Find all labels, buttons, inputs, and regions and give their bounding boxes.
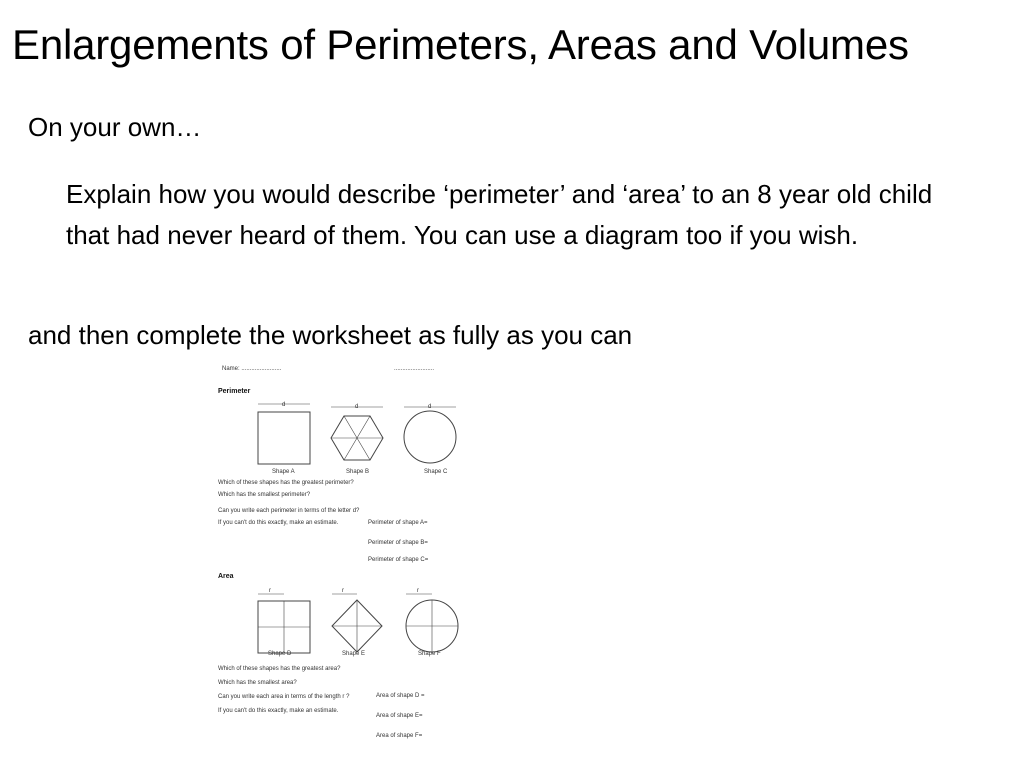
ws-a-q3: Can you write each area in terms of the length r ? <box>218 694 350 700</box>
ws-shape-b-label: Shape B <box>346 469 370 475</box>
ws-perimeter-heading: Perimeter <box>218 388 251 395</box>
ws-name-label: Name: ........................ <box>222 366 282 372</box>
ws-p-q1: Which of these shapes has the greatest perimeter? <box>218 480 354 486</box>
ws-dim-label-e: r <box>342 588 344 594</box>
ws-dim-label-d: r <box>269 588 271 594</box>
ws-p-a3: Perimeter of shape C= <box>368 557 429 563</box>
ws-shape-e-label: Shape E <box>342 651 366 657</box>
ws-shape-a-label: Shape A <box>272 469 295 475</box>
task-text: Explain how you would describe ‘perimeter’ and ‘area’ to an 8 year old child that had never heard of them. You can use a diagram too if you wish. <box>66 179 933 250</box>
ws-dim-label-f: r <box>417 588 419 594</box>
followup-text: and then complete the worksheet as fully as you can <box>28 320 633 350</box>
ws-shape-c-label: Shape C <box>424 469 448 475</box>
ws-a-q1: Which of these shapes has the greatest area? <box>218 666 341 672</box>
ws-p-q2: Which has the smallest perimeter? <box>218 492 311 498</box>
ws-a-q2: Which has the smallest area? <box>218 680 297 686</box>
ws-dim-label-b: d <box>355 404 359 410</box>
shape-a-square <box>258 412 310 464</box>
ws-dim-label-c: d <box>428 404 432 410</box>
ws-p-a2: Perimeter of shape B= <box>368 540 428 546</box>
ws-p-q3: Can you write each perimeter in terms of the letter d? <box>218 508 360 514</box>
ws-p-q4: If you can't do this exactly, make an estimate. <box>218 520 339 526</box>
worksheet-image <box>212 362 492 747</box>
worksheet-diagrams <box>212 362 492 747</box>
ws-area-heading: Area <box>218 573 234 580</box>
shape-c-circle <box>404 411 456 463</box>
ws-shape-f-label: Shape F <box>418 651 441 657</box>
slide-subtitle: On your own… <box>28 112 202 142</box>
slide-title: Enlargements of Perimeters, Areas and Volumes <box>12 21 909 68</box>
ws-dim-label-a: d <box>282 402 286 408</box>
ws-p-a1: Perimeter of shape A= <box>368 520 428 526</box>
ws-a-a2: Area of shape E= <box>376 713 423 719</box>
ws-shape-d-label: Shape D <box>268 651 292 657</box>
ws-a-a1: Area of shape D = <box>376 693 425 699</box>
ws-a-a3: Area of shape F= <box>376 733 423 739</box>
ws-a-q4: If you can't do this exactly, make an estimate. <box>218 708 339 714</box>
ws-name-line: ........................ <box>394 366 435 372</box>
